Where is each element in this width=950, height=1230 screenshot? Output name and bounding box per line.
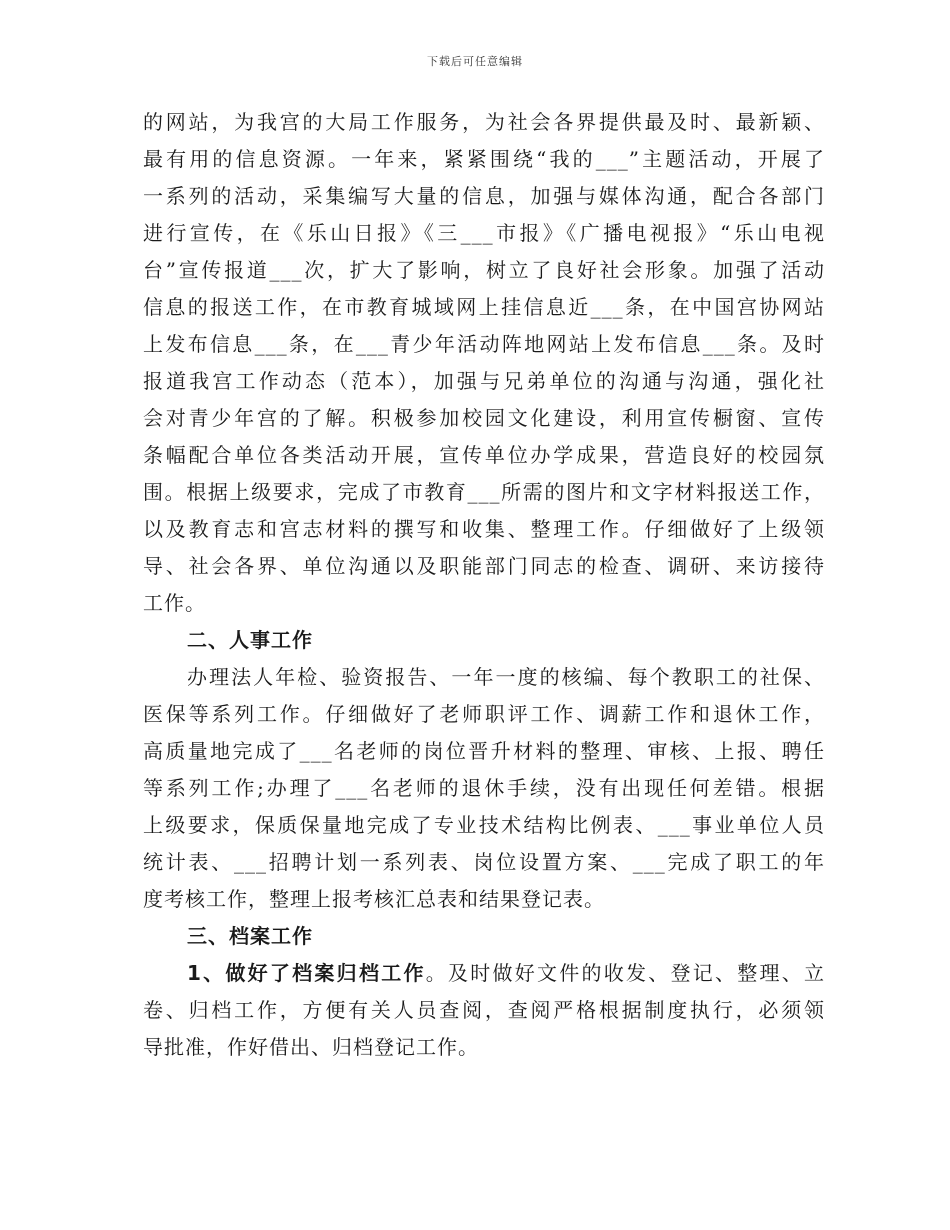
section-heading-archives: 三、档案工作 [187, 924, 313, 948]
text-line: 最有用的信息资源。一年来，紧紧围绕“我的___”主题活动，开展了 [143, 147, 825, 171]
text-line: 度考核工作，整理上报考核汇总表和结果登记表。 [143, 887, 605, 911]
text-line: 围。根据上级要求，完成了市教育___所需的图片和文字材料报送工作， [143, 480, 825, 504]
text-line: 医保等系列工作。仔细做好了老师职评工作、调薪工作和退休工作， [143, 702, 825, 726]
text-line: 上发布信息___条，在___青少年活动阵地网站上发布信息___条。及时 [143, 332, 825, 356]
text-line: 台”宣传报道___次，扩大了影响，树立了良好社会形象。加强了活动 [143, 258, 825, 282]
text-line: 会对青少年宫的了解。积极参加校园文化建设，利用宣传橱窗、宣传 [143, 406, 825, 430]
text-line: 信息的报送工作，在市教育城域网上挂信息近___条，在中国宫协网站 [143, 295, 825, 319]
paragraph-personnel [143, 659, 825, 918]
text-line: 办理法人年检、验资报告、一年一度的核编、每个教职工的社保、 [187, 665, 825, 689]
text-line: 进行宣传，在《乐山日报》《三___市报》《广播电视报》“乐山电视 [143, 221, 825, 245]
text-line: 条幅配合单位各类活动开展，宣传单位办学成果，营造良好的校园氛 [143, 443, 825, 467]
text-line: 的网站，为我宫的大局工作服务，为社会各界提供最及时、最新颖、 [143, 110, 825, 134]
section-heading-personnel: 二、人事工作 [187, 628, 313, 652]
text-line: 工作。 [143, 591, 206, 615]
text-line: 高质量地完成了___名老师的岗位晋升材料的整理、审核、上报、聘任 [143, 739, 825, 763]
text-line [143, 955, 825, 992]
text-line: 一系列的活动，采集编写大量的信息，加强与媒体沟通，配合各部门 [143, 184, 825, 208]
text-line: 报道我宫工作动态（范本），加强与兄弟单位的沟通与沟通，强化社 [143, 369, 825, 393]
text-line: 导批准，作好借出、归档登记工作。 [143, 1035, 479, 1059]
text-line: 以及教育志和宫志材料的撰写和收集、整理工作。仔细做好了上级领 [143, 517, 825, 541]
paragraph-publicity [143, 104, 825, 622]
paragraph-archives [143, 955, 825, 1066]
text-line: 导、社会各界、单位沟通以及职能部门同志的检查、调研、来访接待 [143, 554, 825, 578]
item-lead-text: 1、做好了档案归档工作 [187, 961, 426, 985]
item-rest-text: 。及时做好文件的收发、登记、整理、立 [425, 961, 825, 985]
page-header-note: 下载后可任意编辑 [427, 55, 523, 68]
document-body [143, 104, 825, 1066]
text-line: 统计表、___招聘计划一系列表、岗位设置方案、___完成了职工的年 [143, 850, 825, 874]
text-line: 等系列工作;办理了___名老师的退休手续，没有出现任何差错。根据 [143, 776, 825, 800]
text-line: 卷、归档工作，方便有关人员查阅，查阅严格根据制度执行，必须领 [143, 998, 825, 1022]
text-line: 上级要求，保质保量地完成了专业技术结构比例表、___事业单位人员 [143, 813, 825, 837]
